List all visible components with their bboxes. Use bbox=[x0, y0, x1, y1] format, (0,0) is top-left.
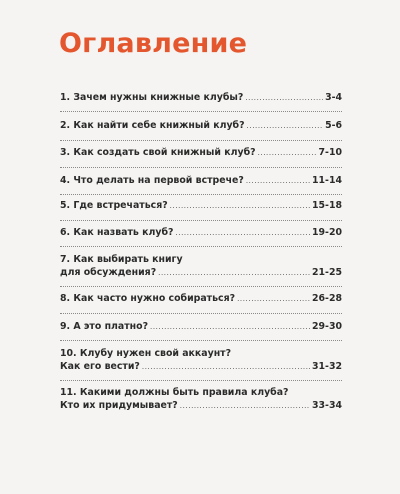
entry-divider bbox=[60, 286, 342, 287]
toc-entry-line bbox=[60, 174, 342, 188]
toc-entry[interactable] bbox=[60, 292, 342, 306]
toc-entry[interactable] bbox=[60, 347, 342, 374]
leader-dots bbox=[142, 361, 310, 374]
toc-entry[interactable] bbox=[60, 320, 342, 334]
entry-divider bbox=[60, 340, 342, 341]
leader-dots bbox=[246, 175, 310, 188]
toc-entry-line bbox=[60, 146, 342, 160]
toc-entry-title: 6. Как назвать клуб? bbox=[60, 227, 174, 238]
toc-entry-pages: 21-25 bbox=[312, 267, 342, 278]
toc-entry[interactable] bbox=[60, 174, 342, 188]
toc-entry-title: Кто их придумывает? bbox=[60, 400, 178, 411]
toc-entry-line bbox=[60, 253, 342, 266]
leader-dots bbox=[258, 147, 317, 160]
leader-dots bbox=[180, 400, 310, 413]
toc-entry-line bbox=[60, 199, 342, 213]
toc-entry[interactable] bbox=[60, 91, 342, 105]
toc-entry-pages: 3-4 bbox=[325, 92, 342, 103]
entry-divider bbox=[60, 313, 342, 314]
toc-entry-title: 5. Где встречаться? bbox=[60, 200, 168, 211]
toc-entry-line bbox=[60, 360, 342, 374]
toc-entry[interactable] bbox=[60, 386, 342, 413]
entry-divider bbox=[60, 140, 342, 141]
entry-divider bbox=[60, 111, 342, 112]
toc-entry-title: 9. А это платно? bbox=[60, 321, 149, 332]
leader-dots bbox=[175, 227, 310, 240]
toc-entry-line bbox=[60, 119, 342, 133]
leader-dots bbox=[247, 120, 324, 133]
leader-dots bbox=[245, 92, 323, 105]
toc-entry-title: для обсуждения? bbox=[60, 267, 157, 278]
toc-entry-line bbox=[60, 399, 342, 413]
toc-entry-line bbox=[60, 292, 342, 306]
toc-entry-line bbox=[60, 386, 342, 399]
toc-entry[interactable] bbox=[60, 253, 342, 280]
toc-entry-pages: 33-34 bbox=[312, 400, 342, 411]
toc-entry-pages: 29-30 bbox=[312, 321, 342, 332]
toc-entry-title: 8. Как часто нужно собираться? bbox=[60, 293, 236, 304]
toc-entry[interactable] bbox=[60, 119, 342, 133]
toc-entry-line bbox=[60, 266, 342, 280]
leader-dots bbox=[237, 293, 310, 306]
toc-entry-title: 2. Как найти себе книжный клуб? bbox=[60, 120, 245, 131]
toc-entry-title: Как его вести? bbox=[60, 361, 140, 372]
leader-dots bbox=[158, 267, 310, 280]
entry-divider bbox=[60, 246, 342, 247]
toc-entry-pages: 11-14 bbox=[312, 175, 342, 186]
entry-divider bbox=[60, 220, 342, 221]
toc-entry[interactable] bbox=[60, 146, 342, 160]
toc-entry-title: 10. Клубу нужен свой аккаунт? bbox=[60, 348, 232, 359]
toc-entry-title: 1. Зачем нужны книжные клубы? bbox=[60, 92, 244, 103]
entry-divider bbox=[60, 167, 342, 168]
toc-entry-line bbox=[60, 226, 342, 240]
entry-divider bbox=[60, 380, 342, 381]
toc-entry-line bbox=[60, 320, 342, 334]
toc-entry-title: 7. Как выбирать книгу bbox=[60, 254, 183, 265]
toc-entry-title: 4. Что делать на первой встрече? bbox=[60, 175, 244, 186]
toc-entry-title: 3. Как создать свой книжный клуб? bbox=[60, 147, 256, 158]
toc-entry-pages: 26-28 bbox=[312, 293, 342, 304]
toc-entry-pages: 5-6 bbox=[325, 120, 342, 131]
entry-divider bbox=[60, 194, 342, 195]
toc-entry-title: 11. Какими должны быть правила клуба? bbox=[60, 387, 289, 398]
toc-entry-line bbox=[60, 91, 342, 105]
leader-dots bbox=[170, 200, 310, 213]
toc-entry-pages: 7-10 bbox=[318, 147, 342, 158]
toc-entry-pages: 19-20 bbox=[312, 227, 342, 238]
toc-entry-pages: 31-32 bbox=[312, 361, 342, 372]
toc-entry[interactable] bbox=[60, 226, 342, 240]
leader-dots bbox=[150, 321, 310, 334]
page-title: Оглавление bbox=[59, 28, 248, 59]
toc-entry-line bbox=[60, 347, 342, 360]
toc-entry[interactable] bbox=[60, 199, 342, 213]
toc-entry-pages: 15-18 bbox=[312, 200, 342, 211]
